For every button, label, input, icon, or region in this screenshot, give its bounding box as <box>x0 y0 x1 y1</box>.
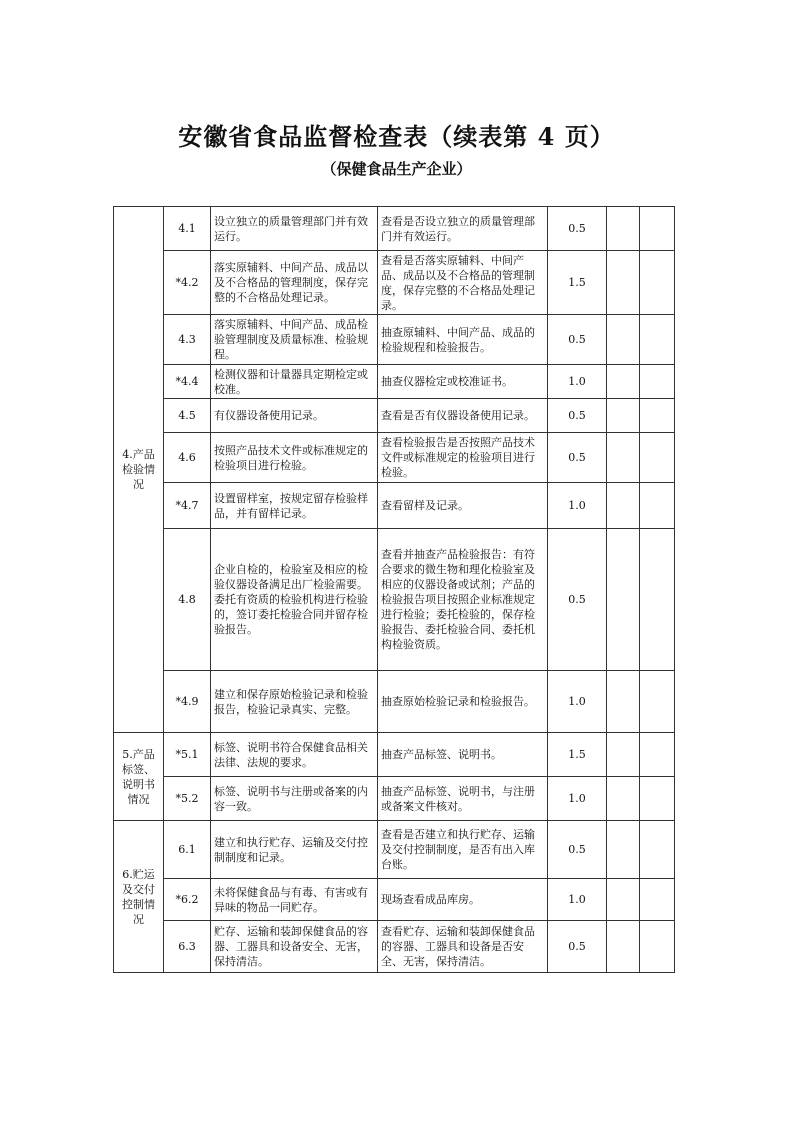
item-number: 4.1 <box>164 207 211 251</box>
item-number: 4.8 <box>164 529 211 671</box>
section-label: 4.产品检验情况 <box>114 207 164 733</box>
item-method: 抽查产品标签、说明书。 <box>378 733 548 777</box>
table-row <box>114 251 675 315</box>
remark-cell <box>640 483 675 529</box>
remark-cell <box>640 529 675 671</box>
item-number: *4.4 <box>164 365 211 399</box>
item-number: *6.2 <box>164 879 211 921</box>
item-score: 1.0 <box>548 671 607 733</box>
remark-cell <box>640 207 675 251</box>
item-requirement: 贮存、运输和装卸保健食品的容器、工器具和设备安全、无害，保持清洁。 <box>211 921 378 973</box>
table-row <box>114 879 675 921</box>
section-label: 5.产品标签、说明书情况 <box>114 733 164 821</box>
item-score: 1.0 <box>548 365 607 399</box>
result-cell <box>607 733 640 777</box>
result-cell <box>607 879 640 921</box>
item-number: *4.2 <box>164 251 211 315</box>
item-requirement: 按照产品技术文件或标准规定的检验项目进行检验。 <box>211 433 378 483</box>
table-row <box>114 733 675 777</box>
table-row <box>114 671 675 733</box>
table-row <box>114 777 675 821</box>
remark-cell <box>640 251 675 315</box>
item-method: 查看是否有仪器设备使用记录。 <box>378 399 548 433</box>
result-cell <box>607 529 640 671</box>
item-score: 1.0 <box>548 879 607 921</box>
item-number: 6.1 <box>164 821 211 879</box>
result-cell <box>607 251 640 315</box>
item-score: 0.5 <box>548 399 607 433</box>
item-method: 查看检验报告是否按照产品技术文件或标准规定的检验项目进行检验。 <box>378 433 548 483</box>
item-requirement: 设立独立的质量管理部门并有效运行。 <box>211 207 378 251</box>
table-row <box>114 529 675 671</box>
remark-cell <box>640 365 675 399</box>
result-cell <box>607 777 640 821</box>
item-requirement: 建立和保存原始检验记录和检验报告，检验记录真实、完整。 <box>211 671 378 733</box>
item-method: 查看是否设立独立的质量管理部门并有效运行。 <box>378 207 548 251</box>
item-number: 4.6 <box>164 433 211 483</box>
table-row <box>114 365 675 399</box>
table-row <box>114 821 675 879</box>
item-score: 1.5 <box>548 251 607 315</box>
item-number: *5.2 <box>164 777 211 821</box>
item-score: 1.0 <box>548 777 607 821</box>
inspection-table <box>113 206 675 973</box>
remark-cell <box>640 821 675 879</box>
item-method: 抽查产品标签、说明书，与注册或备案文件核对。 <box>378 777 548 821</box>
remark-cell <box>640 921 675 973</box>
remark-cell <box>640 879 675 921</box>
page-title: 安徽省食品监督检查表（续表第 4 页） <box>178 122 615 151</box>
remark-cell <box>640 777 675 821</box>
item-score: 0.5 <box>548 529 607 671</box>
remark-cell <box>640 671 675 733</box>
item-method: 查看留样及记录。 <box>378 483 548 529</box>
table-row <box>114 315 675 365</box>
result-cell <box>607 433 640 483</box>
item-requirement: 标签、说明书与注册或备案的内容一致。 <box>211 777 378 821</box>
item-number: *4.7 <box>164 483 211 529</box>
remark-cell <box>640 399 675 433</box>
item-method: 查看贮存、运输和装卸保健食品的容器、工器具和设备是否安全、无害，保持清洁。 <box>378 921 548 973</box>
section-label: 6.贮运及交付控制情况 <box>114 821 164 973</box>
item-requirement: 设置留样室，按规定留存检验样品，并有留样记录。 <box>211 483 378 529</box>
item-requirement: 检测仪器和计量器具定期检定或校准。 <box>211 365 378 399</box>
table-row <box>114 921 675 973</box>
item-requirement: 企业自检的，检验室及相应的检验仪器设备满足出厂检验需要。委托有资质的检验机构进行检验的，签订委托检验合同并留存检验报告。 <box>211 529 378 671</box>
item-method: 查看是否建立和执行贮存、运输及交付控制制度，是否有出入库台账。 <box>378 821 548 879</box>
item-method: 抽查原始检验记录和检验报告。 <box>378 671 548 733</box>
item-method: 现场查看成品库房。 <box>378 879 548 921</box>
item-requirement: 落实原辅料、中间产品、成品检验管理制度及质量标准、检验规程。 <box>211 315 378 365</box>
item-score: 1.0 <box>548 483 607 529</box>
item-number: 4.3 <box>164 315 211 365</box>
result-cell <box>607 483 640 529</box>
item-requirement: 建立和执行贮存、运输及交付控制制度和记录。 <box>211 821 378 879</box>
result-cell <box>607 399 640 433</box>
item-number: *4.9 <box>164 671 211 733</box>
item-score: 0.5 <box>548 315 607 365</box>
remark-cell <box>640 733 675 777</box>
item-number: 4.5 <box>164 399 211 433</box>
item-score: 0.5 <box>548 207 607 251</box>
result-cell <box>607 921 640 973</box>
table-row <box>114 433 675 483</box>
table-row <box>114 207 675 251</box>
item-score: 0.5 <box>548 921 607 973</box>
item-requirement: 有仪器设备使用记录。 <box>211 399 378 433</box>
page-subtitle: （保健食品生产企业） <box>321 160 472 178</box>
item-score: 0.5 <box>548 821 607 879</box>
remark-cell <box>640 315 675 365</box>
result-cell <box>607 207 640 251</box>
item-score: 0.5 <box>548 433 607 483</box>
item-requirement: 标签、说明书符合保健食品相关法律、法规的要求。 <box>211 733 378 777</box>
table-row <box>114 399 675 433</box>
result-cell <box>607 671 640 733</box>
item-number: 6.3 <box>164 921 211 973</box>
item-method: 抽查仪器检定或校准证书。 <box>378 365 548 399</box>
item-score: 1.5 <box>548 733 607 777</box>
result-cell <box>607 821 640 879</box>
remark-cell <box>640 433 675 483</box>
item-method: 抽查原辅料、中间产品、成品的检验规程和检验报告。 <box>378 315 548 365</box>
table-row <box>114 483 675 529</box>
item-number: *5.1 <box>164 733 211 777</box>
item-method: 查看是否落实原辅料、中间产品、成品以及不合格品的管理制度，保存完整的不合格品处理记录。 <box>378 251 548 315</box>
item-method: 查看并抽查产品检验报告：有符合要求的微生物和理化检验室及相应的仪器设备或试剂；产品的检验报告项目按照企业标准规定进行检验；委托检验的，保存检验报告、委托检验合同、委托机构检验资质。 <box>378 529 548 671</box>
result-cell <box>607 365 640 399</box>
item-requirement: 落实原辅料、中间产品、成品以及不合格品的管理制度，保存完整的不合格品处理记录。 <box>211 251 378 315</box>
result-cell <box>607 315 640 365</box>
item-requirement: 未将保健食品与有毒、有害或有异味的物品一同贮存。 <box>211 879 378 921</box>
